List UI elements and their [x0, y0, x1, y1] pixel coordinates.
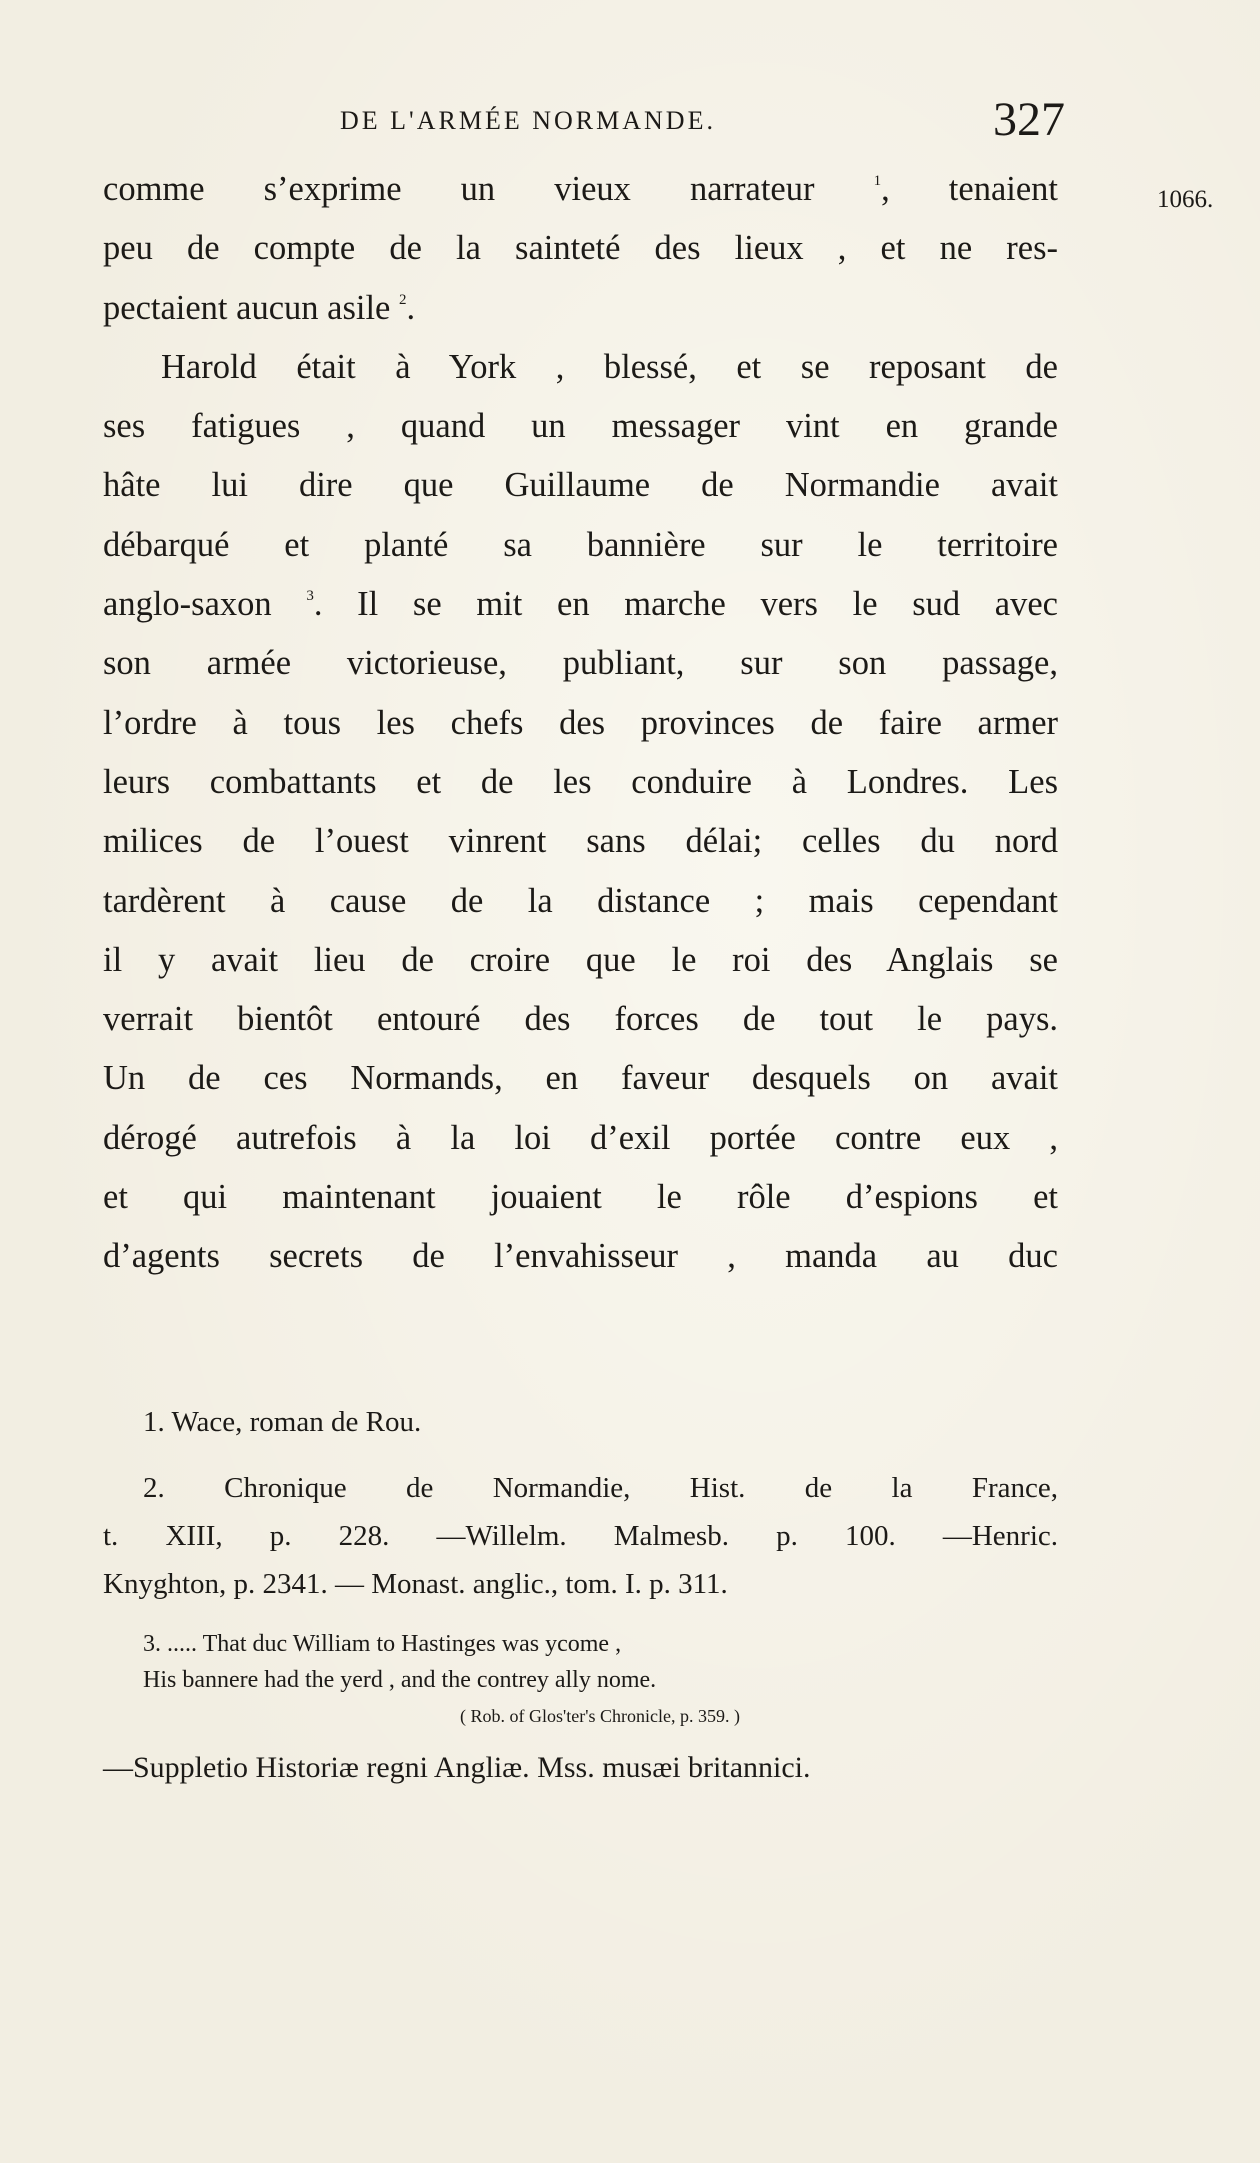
body-line-1: [103, 160, 1058, 219]
footnote-3-line-1: 3. ..... That duc William to Hastinges was ycome ,: [143, 1631, 622, 1657]
body-line-2: peu de compte de la sainteté des lieux , et ne res-: [103, 229, 1058, 268]
footnote-3-citation: ( Rob. of Glos'ter's Chronicle, p. 359. ): [460, 1706, 740, 1726]
body-line-7: débarqué et planté sa bannière sur le territoire: [103, 525, 1058, 564]
body-line-13: tardèrent à cause de la distance ; mais cependant: [103, 881, 1058, 920]
margin-year-note: 1066.: [1157, 186, 1214, 213]
body-line-14: il y avait lieu de croire que le roi des Anglais se: [103, 940, 1058, 979]
footnote-3-line-4: —Suppletio Historiæ regni Angliæ. Mss. musæi britannici.: [103, 1751, 811, 1784]
page-number: 327: [993, 93, 1065, 146]
body-line-3: [103, 279, 1058, 338]
footnote-1: 1. Wace, roman de Rou.: [143, 1406, 422, 1438]
footnote-ref-3: 3: [306, 588, 314, 605]
body-line-15: verrait bientôt entouré des forces de tout le pays.: [103, 1000, 1058, 1039]
body-line-4: Harold était à York , blessé, et se reposant de: [161, 347, 1058, 386]
body-line-16: Un de ces Normands, en faveur desquels on avait: [103, 1059, 1058, 1098]
body-line-8-rest: . Il se mit en marche vers le sud avec: [313, 585, 1058, 624]
footnote-ref-2: 2: [398, 291, 407, 308]
footnotes: [103, 1398, 1058, 1792]
body-line-11: leurs combattants et de les conduire à Londres. Les: [103, 762, 1058, 801]
body-line-17: dérogé autrefois à la loi d’exil portée contre eux ,: [103, 1118, 1058, 1157]
body-line-1-text: comme s’exprime un vieux narrateur: [103, 170, 815, 208]
body-line-9: son armée victorieuse, publiant, sur son passage,: [103, 644, 1058, 683]
page-header: [100, 92, 1065, 152]
body-line-5: ses fatigues , quand un messager vint en grande: [103, 407, 1058, 446]
footnote-ref-1: 1: [873, 173, 882, 189]
running-head: DE L'ARMÉE NORMANDE.: [340, 106, 716, 135]
footnote-2-line-1: 2. Chronique de Normandie, Hist. de la France,: [143, 1472, 1058, 1504]
body-text: [103, 160, 1058, 1287]
body-line-10: l’ordre à tous les chefs des provinces de faire armer: [103, 703, 1058, 742]
body-line-3-rest: .: [406, 288, 416, 327]
footnote-2-line-3: Knyghton, p. 2341. — Monast. anglic., tom. I. p. 311.: [103, 1568, 728, 1600]
body-line-12: milices de l’ouest vinrent sans délai; celles du nord: [103, 822, 1058, 861]
body-line-18: et qui maintenant jouaient le rôle d’espions et: [103, 1178, 1058, 1217]
footnote-2-line-2: t. XIII, p. 228. —Willelm. Malmesb. p. 100. —Henric.: [103, 1520, 1058, 1552]
body-line-6: hâte lui dire que Guillaume de Normandie avait: [103, 466, 1058, 505]
footnote-3-line-2: His bannere had the yerd , and the contrey ally nome.: [143, 1667, 657, 1693]
body-line-1-rest: , tenaient: [881, 170, 1059, 208]
body-line-19: d’agents secrets de l’envahisseur , manda au duc: [103, 1237, 1058, 1276]
body-line-8-text: anglo-saxon: [103, 585, 272, 624]
body-line-8: [103, 575, 1058, 634]
body-line-3-text: pectaient aucun asile: [103, 288, 391, 327]
